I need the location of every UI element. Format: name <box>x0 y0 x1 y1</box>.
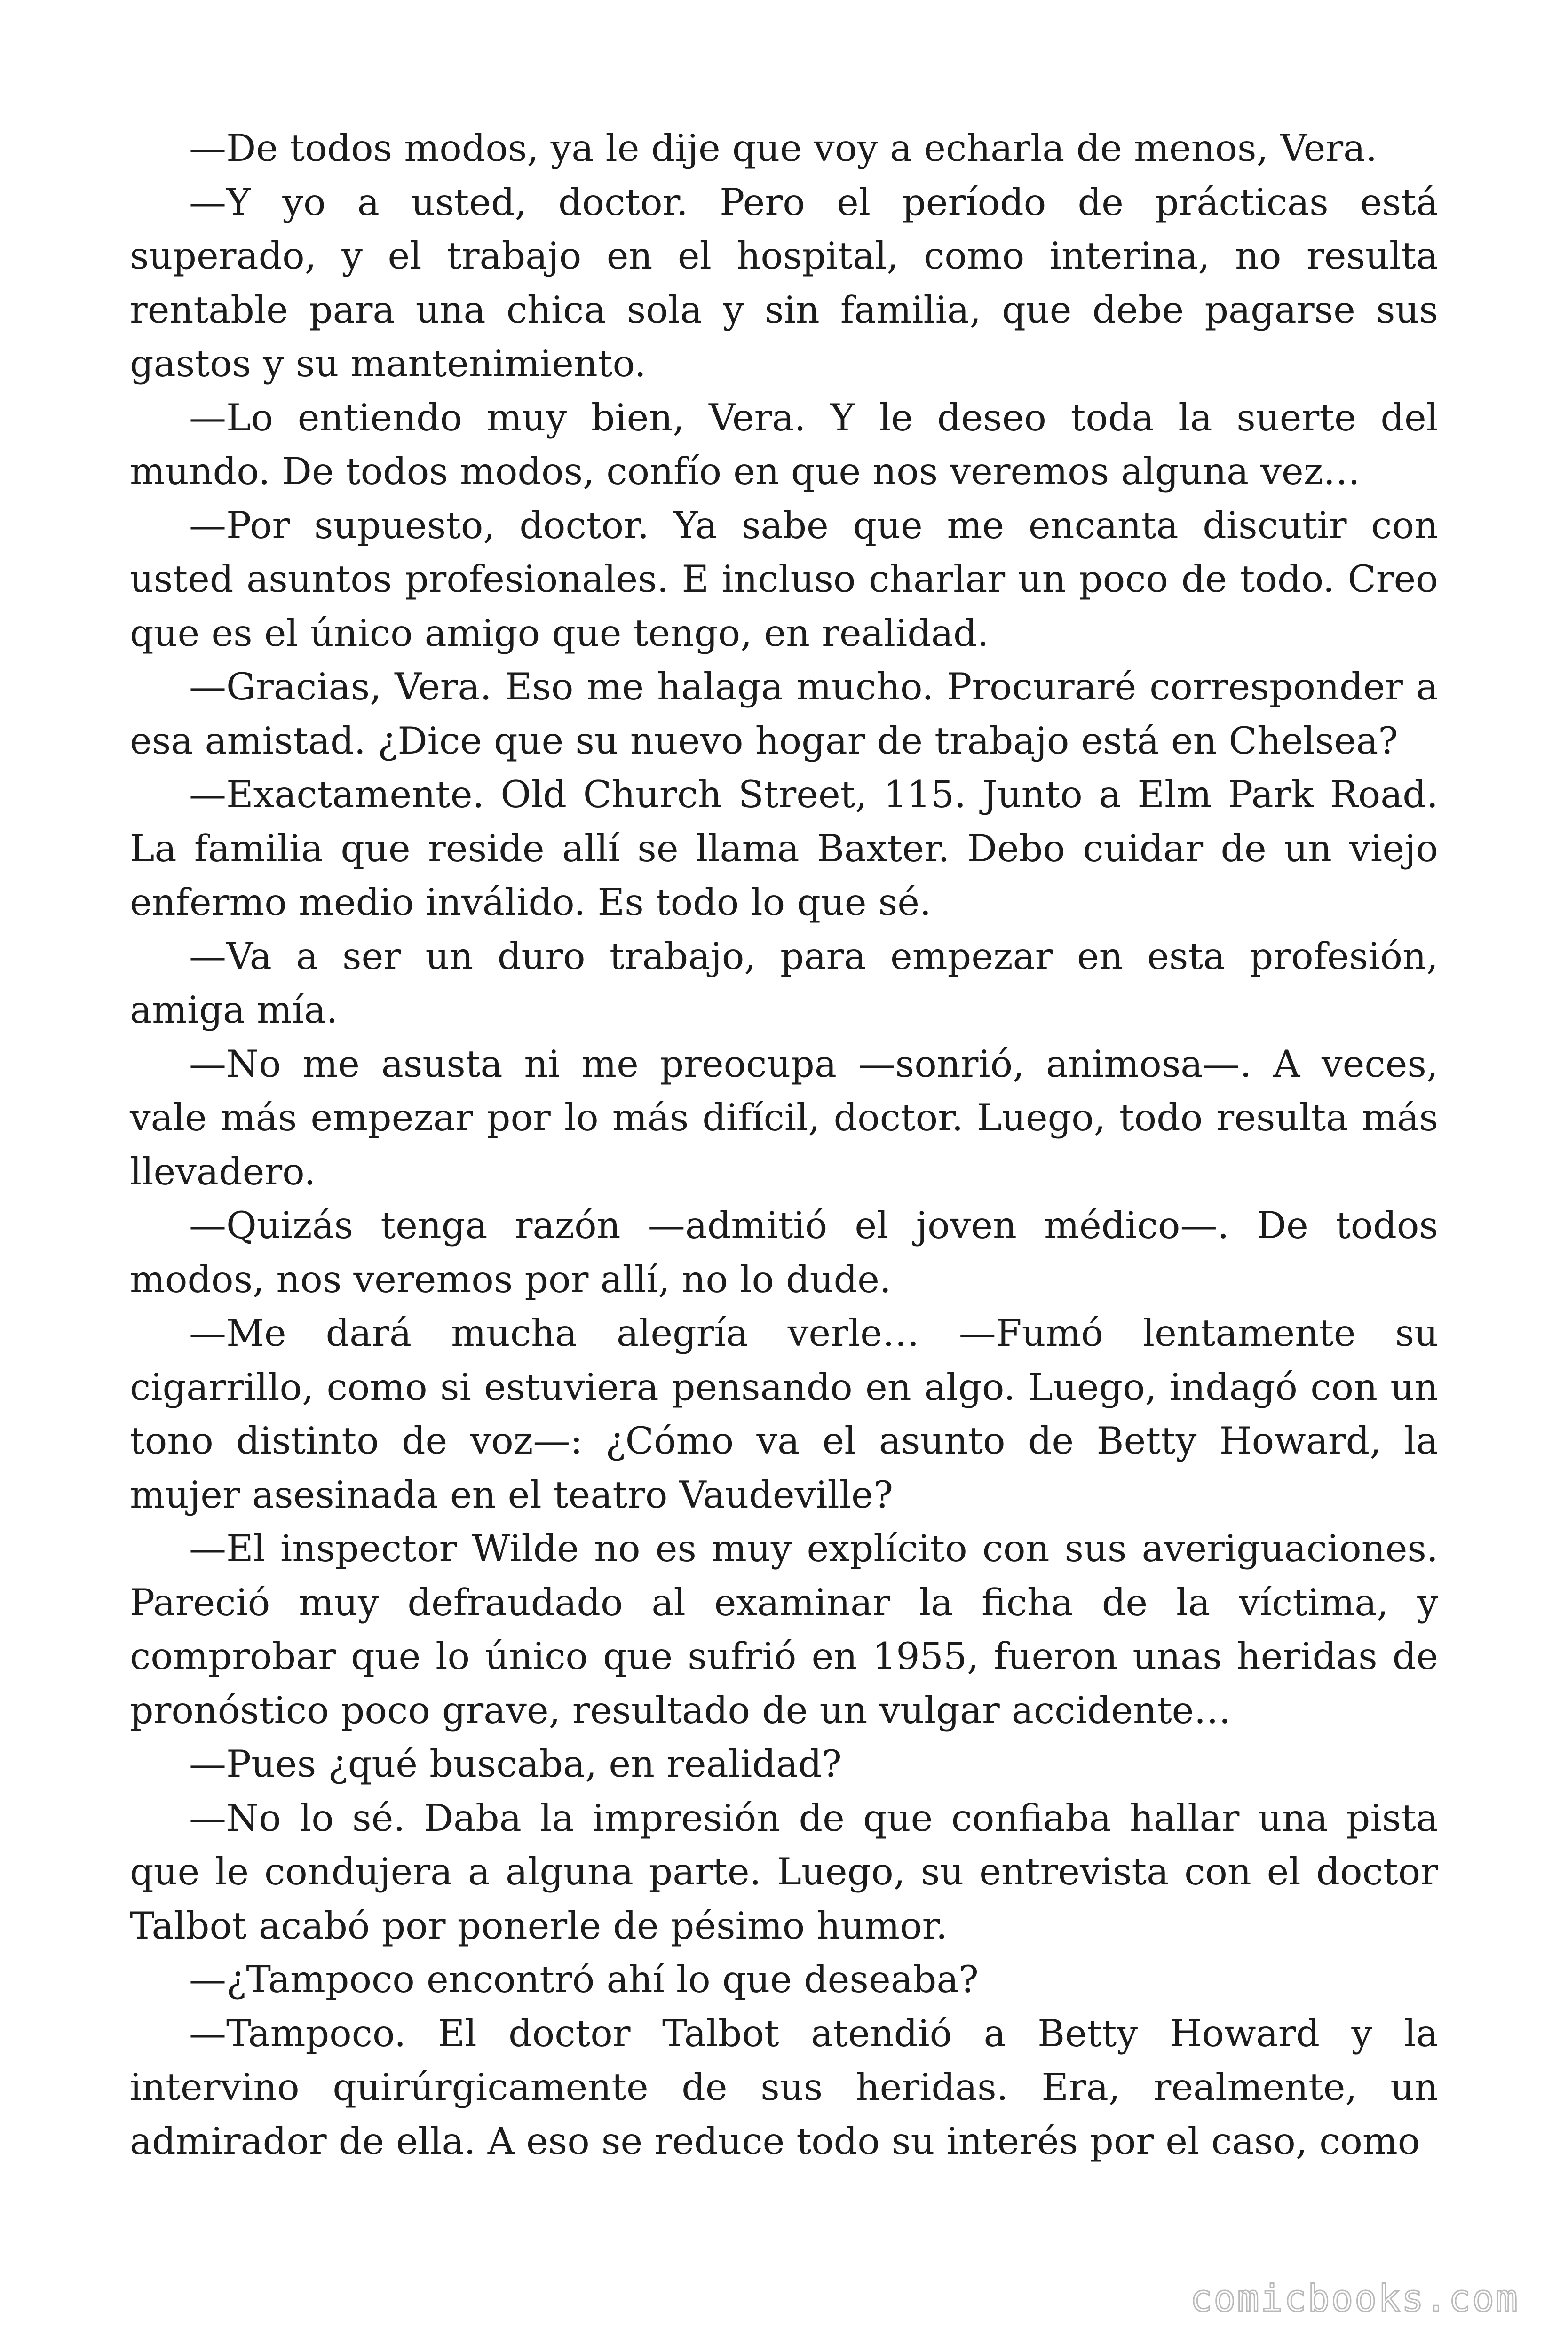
paragraph: —No me asusta ni me preocupa —sonrió, animosa—. A veces, vale más empezar por lo más difícil, doctor. Luego, todo resulta más llevadero. <box>130 1042 1438 1193</box>
paragraph: —¿Tampoco encontró ahí lo que deseaba? <box>189 1958 979 2001</box>
page-text <box>130 121 1438 2168</box>
paragraph: —No lo sé. Daba la impresión de que confiaba hallar una pista que le condujera a alguna parte. Luego, su entrevista con el doctor Talbot acabó por ponerle de pésimo humor. <box>130 1796 1438 1947</box>
paragraph: —Me dará mucha alegría verle… —Fumó lentamente su cigarrillo, como si estuviera pensando en algo. Luego, indagó con un tono distinto de voz—: ¿Cómo va el asunto de Betty Howard, la mujer asesinada en el teatro Vaudeville? <box>130 1311 1438 1517</box>
paragraph: —Por supuesto, doctor. Ya sabe que me encanta discutir con usted asuntos profesionales. E incluso charlar un poco de todo. Creo que es el único amigo que tengo, en realidad. <box>130 503 1438 655</box>
paragraph: —Va a ser un duro trabajo, para empezar en esta profesión, amiga mía. <box>130 934 1438 1032</box>
paragraph: —De todos modos, ya le dije que voy a echarla de menos, Vera. <box>189 127 1378 170</box>
paragraph: —Gracias, Vera. Eso me halaga mucho. Procuraré corresponder a esa amistad. ¿Dice que su nuevo hogar de trabajo está en Chelsea? <box>130 665 1438 763</box>
paragraph: —Tampoco. El doctor Talbot atendió a Betty Howard y la intervino quirúrgicamente de sus heridas. Era, realmente, un admirador de ella. A eso se reduce todo su interés por el caso, como <box>130 2011 1438 2163</box>
paragraph: —Pues ¿qué buscaba, en realidad? <box>189 1742 842 1786</box>
paragraph: —Y yo a usted, doctor. Pero el período de prácticas está superado, y el trabajo en el hospital, como interina, no resulta rentable para una chica sola y sin familia, que debe pagarse sus gastos y su mantenimiento. <box>130 180 1438 385</box>
watermark: comicbooks.com <box>1190 2278 1519 2320</box>
paragraph: —Exactamente. Old Church Street, 115. Junto a Elm Park Road. La familia que reside allí se llama Baxter. Debo cuidar de un viejo enfermo medio inválido. Es todo lo que sé. <box>130 773 1438 924</box>
paragraph: —Quizás tenga razón —admitió el joven médico—. De todos modos, nos veremos por allí, no lo dude. <box>130 1204 1438 1301</box>
paragraph: —Lo entiendo muy bien, Vera. Y le deseo toda la suerte del mundo. De todos modos, confío en que nos veremos alguna vez… <box>130 396 1438 493</box>
paragraph: —El inspector Wilde no es muy explícito con sus averiguaciones. Pareció muy defraudado al examinar la ficha de la víctima, y comprobar que lo único que sufrió en 1955, fueron unas heridas de pronóstico poco grave, resultado de un vulgar accidente… <box>130 1527 1438 1732</box>
